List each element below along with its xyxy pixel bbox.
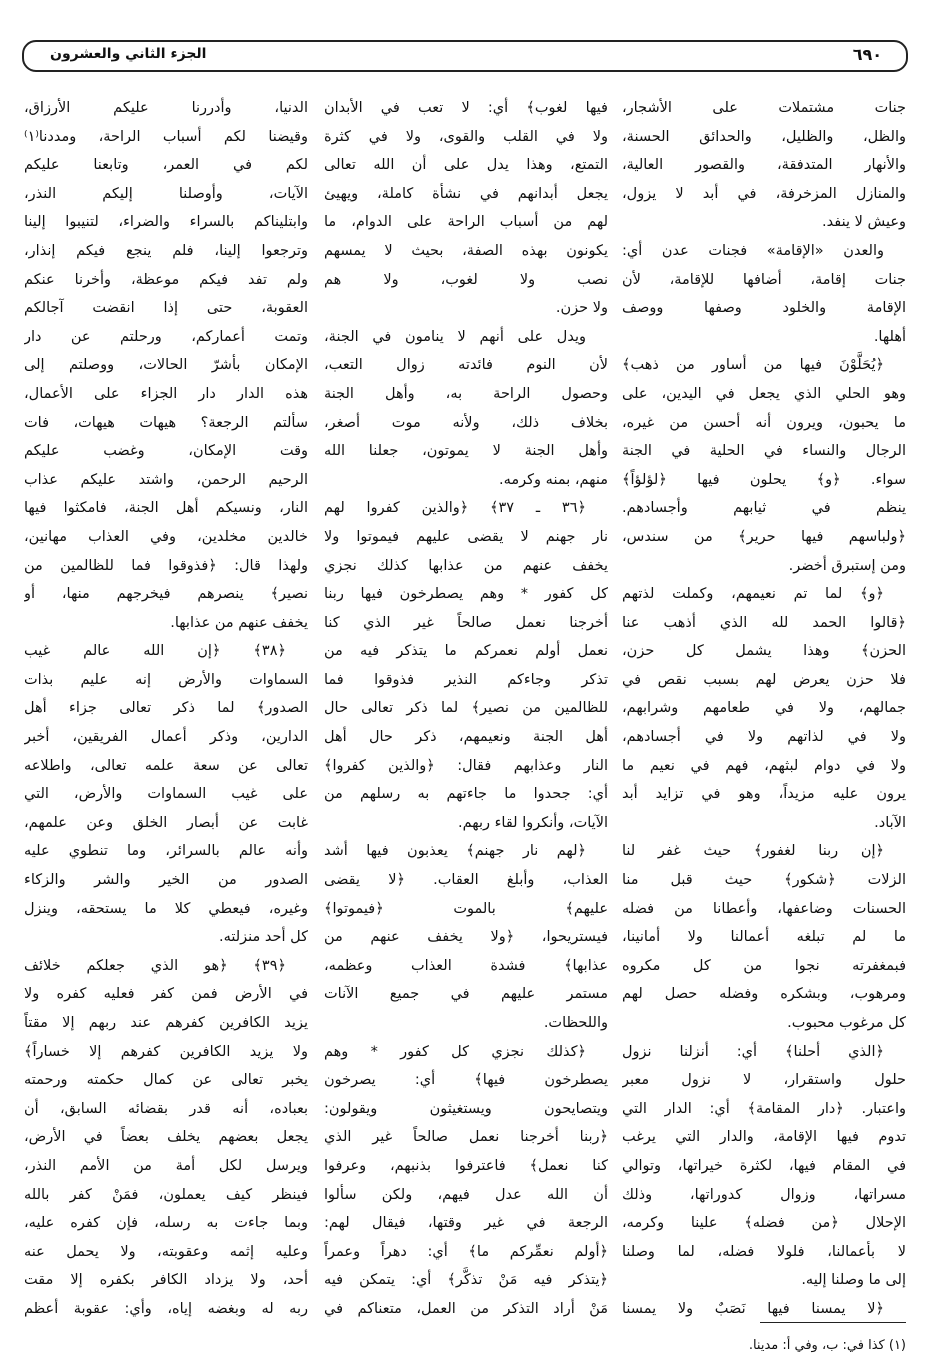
text-line: والأنهار المتدفقة، والقصور العالية،: [622, 157, 906, 174]
paragraph: [622, 237, 906, 351]
text-line: ﴿الذي أحلنا﴾ أي: أنزلنا نزول: [622, 1043, 884, 1060]
paragraph: [622, 94, 906, 237]
text-line: فيستريحوا، ﴿ولا يخفف عنهم من: [324, 929, 608, 946]
text-line: تذكر وجاءكم النذير فذوقوا فما: [324, 671, 608, 688]
text-line: الدنيا، وأدررنا عليكم الأرزاق،: [24, 100, 308, 116]
text-line: سألتم الرجعة؟ هيهات هيهات، فات: [24, 414, 308, 431]
text-line: ولا في دوام لبثهم، فهم في نعيم ما: [622, 757, 906, 774]
text-line: مَنْ أراد التذكر من العمل، متعناكم في: [324, 1300, 608, 1317]
text-line: سواء. ﴿و﴾ يحلون فيها ﴿لؤلؤاً﴾: [622, 471, 906, 488]
text-line: ما يحبون، ويرون أنه أحسن من غيره،: [622, 414, 906, 431]
text-line: وحصول الراحة به، وأهل الجنة: [324, 385, 608, 402]
text-line: لأن النوم فائدته زوال التعب،: [324, 357, 608, 374]
text-line: وابتليناكم بالسراء والضراء، لتنيبوا إلينا: [24, 214, 308, 231]
paragraph: [622, 1295, 906, 1324]
text-line: كل أحد منزلته.: [218, 929, 308, 946]
column-right: [622, 94, 906, 1324]
text-line: أحد، ولا يزداد الكافر بكفره إلا مقت: [24, 1272, 308, 1289]
text-line: على غيب السماوات والأرض، التي: [24, 786, 308, 803]
text-line: وأنه عالم بالسرائر، وما تنطوي عليه: [24, 843, 308, 860]
text-line: الآيات، وأوصلنا إليكم النذر،: [24, 185, 308, 202]
text-line: فيها لغوب﴾ أي: لا تعب في الأبدان: [324, 100, 608, 116]
text-line: ﴿٣٦ ـ ٣٧﴾ ﴿والذين كفروا لهم: [324, 500, 586, 517]
text-line: ﴿٣٩﴾ ﴿هو الذي جعلكم خلائف: [24, 957, 286, 974]
text-line: النار، ونسيكم أهل الجنة، فامكثوا فيها: [24, 500, 308, 517]
text-line: ﴿ربنا أخرجنا نعمل صالحاً غير الذي: [324, 1129, 608, 1146]
text-line: ولا في القلب والقوى، ولا في كثرة: [324, 128, 608, 145]
text-line: أهل الجنة ونعيمهم، ذكر حال أهل: [324, 729, 608, 746]
text-line: تعالى عن سعة علمه تعالى، واطلاعه: [24, 757, 308, 774]
paragraph: [324, 1038, 608, 1324]
text-line: مسراتها، وزوال كدوراتها، وذلك: [622, 1186, 906, 1203]
text-line: وغيره، فيعطي كلا ما يستحقه، وينزل: [24, 900, 308, 917]
text-line: لهم من أسباب الراحة على الدوام، ما: [324, 214, 608, 231]
text-line: ومرهوب، وبشكره وفضله حصل لهم: [622, 986, 906, 1003]
text-line: وبما جاءت به رسله، فإن كفره عليه،: [24, 1215, 308, 1232]
text-line: وعليه إثمه وعقوبته، ولا يحمل عنه: [24, 1243, 308, 1260]
text-line: وعيش لا ينفد.: [822, 214, 906, 231]
text-line: ولهذا قال: ﴿فذوقوا فما للظالمين من: [24, 557, 308, 574]
paragraph: [24, 952, 308, 1324]
text-line: جنات إقامة، أضافها للإقامة، لأن: [622, 271, 906, 288]
text-line: فلا حزن يعرض لهم بسبب نقص في: [622, 671, 906, 688]
text-line: الصدور﴾ لما ذكر تعالى جزاء أهل: [24, 700, 308, 717]
text-line: إلى ما وصلنا إليه.: [801, 1272, 906, 1289]
text-line: الدارين، وذكر أعمال الفريقين، أخبر: [24, 729, 308, 746]
text-line: العقوبة، حتى إذا انقضت آجالكم: [24, 300, 308, 317]
text-line: كل كفور * وهم يصطرخون فيها ربنا: [324, 586, 608, 603]
text-line: هذه الدار دار الجزاء على الأعمال،: [24, 385, 308, 402]
text-line: وأهل الجنة لا يموتون، جعلنا الله: [324, 443, 608, 460]
text-line: نصب ولا لغوب، ولا هم: [324, 271, 608, 288]
text-line: عذابها﴾ فشدة العذاب وعظمه،: [324, 957, 608, 974]
text-line: الإقامة والخلود وصفها ووصف: [622, 300, 906, 317]
text-line: ربه له وبغضه إياه، وأي: عقوبة أعظم: [24, 1300, 308, 1317]
text-line: الزلات ﴿شكور﴾ حيث قبل منا: [622, 872, 906, 889]
text-line: أن الله عدل فيهم، ولكن سألوا: [324, 1186, 608, 1203]
column-left: [24, 94, 308, 1324]
text-line: يخفف عنهم من عذابها.: [170, 614, 308, 631]
text-line: واعتبار. ﴿دار المقامة﴾ أي: الدار التي: [622, 1100, 906, 1117]
text-line: وتمت أعماركم، ورحلتم عن دار: [24, 328, 308, 345]
text-line: ويرسل لكل أمة من الأمم النذر،: [24, 1157, 308, 1174]
text-line: الرجعة في غير وقتها، فيقال لهم:: [324, 1215, 608, 1232]
text-line: الآيات، وأنكروا لقاء ربهم.: [458, 814, 608, 831]
paragraph: [24, 637, 308, 952]
text-line: ﴿٣٨﴾ ﴿إن الله عالم غيب: [24, 643, 286, 660]
text-line: وترجعوا إلينا، فلم ينجع فيكم إنذار،: [24, 242, 308, 259]
text-line: في المقام فيها، لكثرة خيراتها، وتوالي: [622, 1157, 906, 1174]
text-line: أهلها.: [873, 328, 906, 345]
text-line: ﴿يتذكر فيه مَنْ تذكَّر﴾ أي: يتمكن فيه: [324, 1272, 608, 1289]
text-line: الإحلال ﴿من فضله﴾ علينا وكرمه،: [622, 1215, 906, 1232]
text-line: لا بأعمالنا، فلولا فضله، لما وصلنا: [622, 1243, 906, 1260]
text-line: يخبر تعالى عن كمال حكمته ورحمته: [24, 1072, 308, 1089]
text-line: ﴿إن ربنا لغفور﴾ حيث غفر لنا: [622, 843, 884, 860]
text-line: يصطرخون فيها﴾ أي: يصرخون: [324, 1072, 608, 1089]
text-line: جمالهم، ولا في طعامهم وشرابهم،: [622, 700, 906, 717]
text-line: نصير﴾ ينصرهم فيخرجهم منها، أو: [24, 586, 308, 603]
text-line: ولا حزن.: [555, 300, 608, 317]
text-line: يجعل أبدانهم في نشأة كاملة، ويهيئ: [324, 185, 608, 202]
column-middle: [324, 94, 608, 1324]
text-line: منهم، بمنه وكرمه.: [499, 471, 608, 488]
text-line: ﴿ولباسهم فيها حرير﴾ من سندس،: [622, 528, 906, 545]
text-line: التمتع، وهذا يدل على أن الله تعالى: [324, 157, 608, 174]
paragraph: [24, 94, 308, 637]
text-line: الرجال والنساء في الحلية في الجنة: [622, 443, 906, 460]
text-line: ﴿قالوا الحمد لله الذي أذهب عنا: [622, 614, 906, 631]
text-line: يكونون بهذه الصفة، بحيث لا يمسهم: [324, 242, 608, 259]
text-line: يجعل بعضهم يخلف بعضاً في الأرض،: [24, 1129, 308, 1146]
text-line: للظالمين من نصير﴾ لما ذكر تعالى حال: [324, 700, 608, 717]
paragraph: [622, 1038, 906, 1295]
paragraph: [324, 837, 608, 1037]
text-line: ولم تفد فيكم موعظة، وأخرنا عنكم: [24, 271, 308, 288]
paragraph: [324, 94, 608, 323]
text-line: يخفف عنهم من عذابها كذلك نجزي: [324, 557, 608, 574]
text-line: كنا نعمل﴾ فاعترفوا بذنبهم، وعرفوا: [324, 1157, 608, 1174]
text-line: أخرجنا نعمل صالحاً غير الذي كنا: [324, 614, 608, 631]
text-line: ما لم تبلغه أعمالنا ولا أمانينا،: [622, 929, 906, 946]
text-line: السماوات والأرض إنه عليم بذات: [24, 671, 308, 688]
text-line: ﴿كذلك نجزي كل كفور * وهم: [324, 1043, 586, 1060]
text-line: واللحظات.: [543, 1015, 608, 1031]
text-line: العذاب، وأبلغ العقاب. ﴿لا يقضى: [324, 872, 608, 889]
header-title: الجزء الثاني والعشرون: [50, 46, 207, 62]
text-line: ولا يزيد الكافرين كفرهم إلا خساراً﴾: [24, 1043, 308, 1060]
text-line: في الأرض فمن كفر فعليه كفره ولا: [24, 986, 308, 1003]
text-line: الإمكان بأشرّ الحالات، ووصلتم إلى: [24, 357, 308, 374]
running-header: [22, 40, 908, 72]
text-line: ﴿أولم نعمِّركم ما﴾ أي: دهراً وعمراً: [324, 1243, 608, 1260]
text-line: مستمر عليهم في جميع الآنات: [324, 986, 608, 1003]
text-line: والظل، والظليل، والحدائق الحسنة،: [622, 128, 906, 145]
text-line: ﴿يُحَلَّوْنَ فيها من أساور من ذهب﴾: [622, 357, 884, 374]
text-line: الحزن﴾ وهذا يشمل كل حزن،: [622, 643, 906, 660]
text-line: ﴿لهم نار جهنم﴾ يعذبون فيها أشد: [324, 843, 586, 860]
text-line: جنات مشتملات على الأشجار،: [622, 100, 906, 116]
text-line: غابت عن أبصار الخلق وعن علمهم،: [24, 814, 308, 831]
text-line: فينظر كيف يعملون، فمَنْ كفر بالله: [24, 1186, 308, 1203]
text-line: ويتصايحون ويستغيثون ويقولون:: [324, 1100, 608, 1117]
text-line: ويدل على أنهم لا ينامون في الجنة،: [324, 328, 586, 345]
text-line: الصدور من الخير والشر والزكاء: [24, 872, 308, 889]
text-line: النار وعذابهم فقال: ﴿والذين كفروا﴾: [324, 757, 608, 774]
text-line: وقت الإمكان، وغضب عليكم: [24, 443, 308, 460]
text-line: ﴿لا يمسنا فيها نَصَبٌ ولا يمسنا: [622, 1300, 884, 1317]
paragraph: [622, 837, 906, 1037]
text-line: عليهم﴾ بالموت ﴿فيموتوا﴾: [324, 900, 608, 917]
paragraph: [622, 351, 906, 580]
text-line: كل مرغوب محبوب.: [787, 1015, 906, 1031]
text-line: ينظم في ثيابهم وأجسادهم.: [622, 500, 906, 517]
footnote: (١) كذا في: ب، وفي أ: مدينا.: [748, 1338, 906, 1353]
text-line: نعمل أولم نعمركم ما يتذكر فيه من: [324, 643, 608, 660]
page-number: ٦٩٠: [852, 45, 882, 64]
text-line: أي: جحدوا ما جاءتهم به رسلهم من: [324, 786, 608, 803]
text-line: الرحيم الرحمن، واشتد عليكم عذاب: [24, 471, 308, 488]
text-line: والعدن «الإقامة» فجنات عدن أي:: [622, 242, 884, 259]
text-line: والمنازل المزخرفة، في أبد لا يزول،: [622, 185, 906, 202]
text-line: حلول واستقرار، لا نزول معبر: [622, 1072, 906, 1089]
text-line: تدوم فيها الإقامة، والدار التي يرغب: [622, 1129, 906, 1146]
footnote-divider: [760, 1322, 906, 1323]
text-line: بخلاف ذلك، ولأنه موت أصغر،: [324, 414, 608, 431]
paragraph: [324, 323, 608, 495]
text-line: الآباد.: [874, 814, 906, 831]
text-line: يزيد الكافرين كفرهم عند ربهم إلا مقتاً: [24, 1015, 308, 1031]
text-line: الحسنات وضاعفها، وأعطانا من فضله: [622, 900, 906, 917]
paragraph: [622, 580, 906, 837]
text-line: فبمغفرته نجوا من كل مكروه: [622, 957, 906, 974]
text-line: يرون عليه مزيداً، وهو في تزايد أبد: [622, 786, 906, 803]
text-line: ومن إستبرق أخضر.: [788, 557, 906, 574]
paragraph: [324, 494, 608, 837]
text-line: خالدين مخلدين، وفي العذاب مهانين،: [24, 528, 308, 545]
text-line: ﴿و﴾ لما تم نعيمهم، وكملت لذتهم: [622, 586, 884, 603]
text-line: بعباده، أنه قدر بقضائه السابق، أن: [24, 1100, 308, 1117]
text-line: ولا في لذاتهم ولا في أجسادهم،: [622, 729, 906, 746]
text-line: لكم في العمر، وتابعنا عليكم: [24, 157, 308, 174]
text-line: نار جهنم لا يقضى عليهم فيموتوا ولا: [324, 528, 608, 545]
text-line: وقيضنا لكم أسباب الراحة، ومددنا⁽١⁾: [24, 128, 308, 145]
text-line: وهو الحلي الذي يجعل في اليدين، على: [622, 385, 906, 402]
